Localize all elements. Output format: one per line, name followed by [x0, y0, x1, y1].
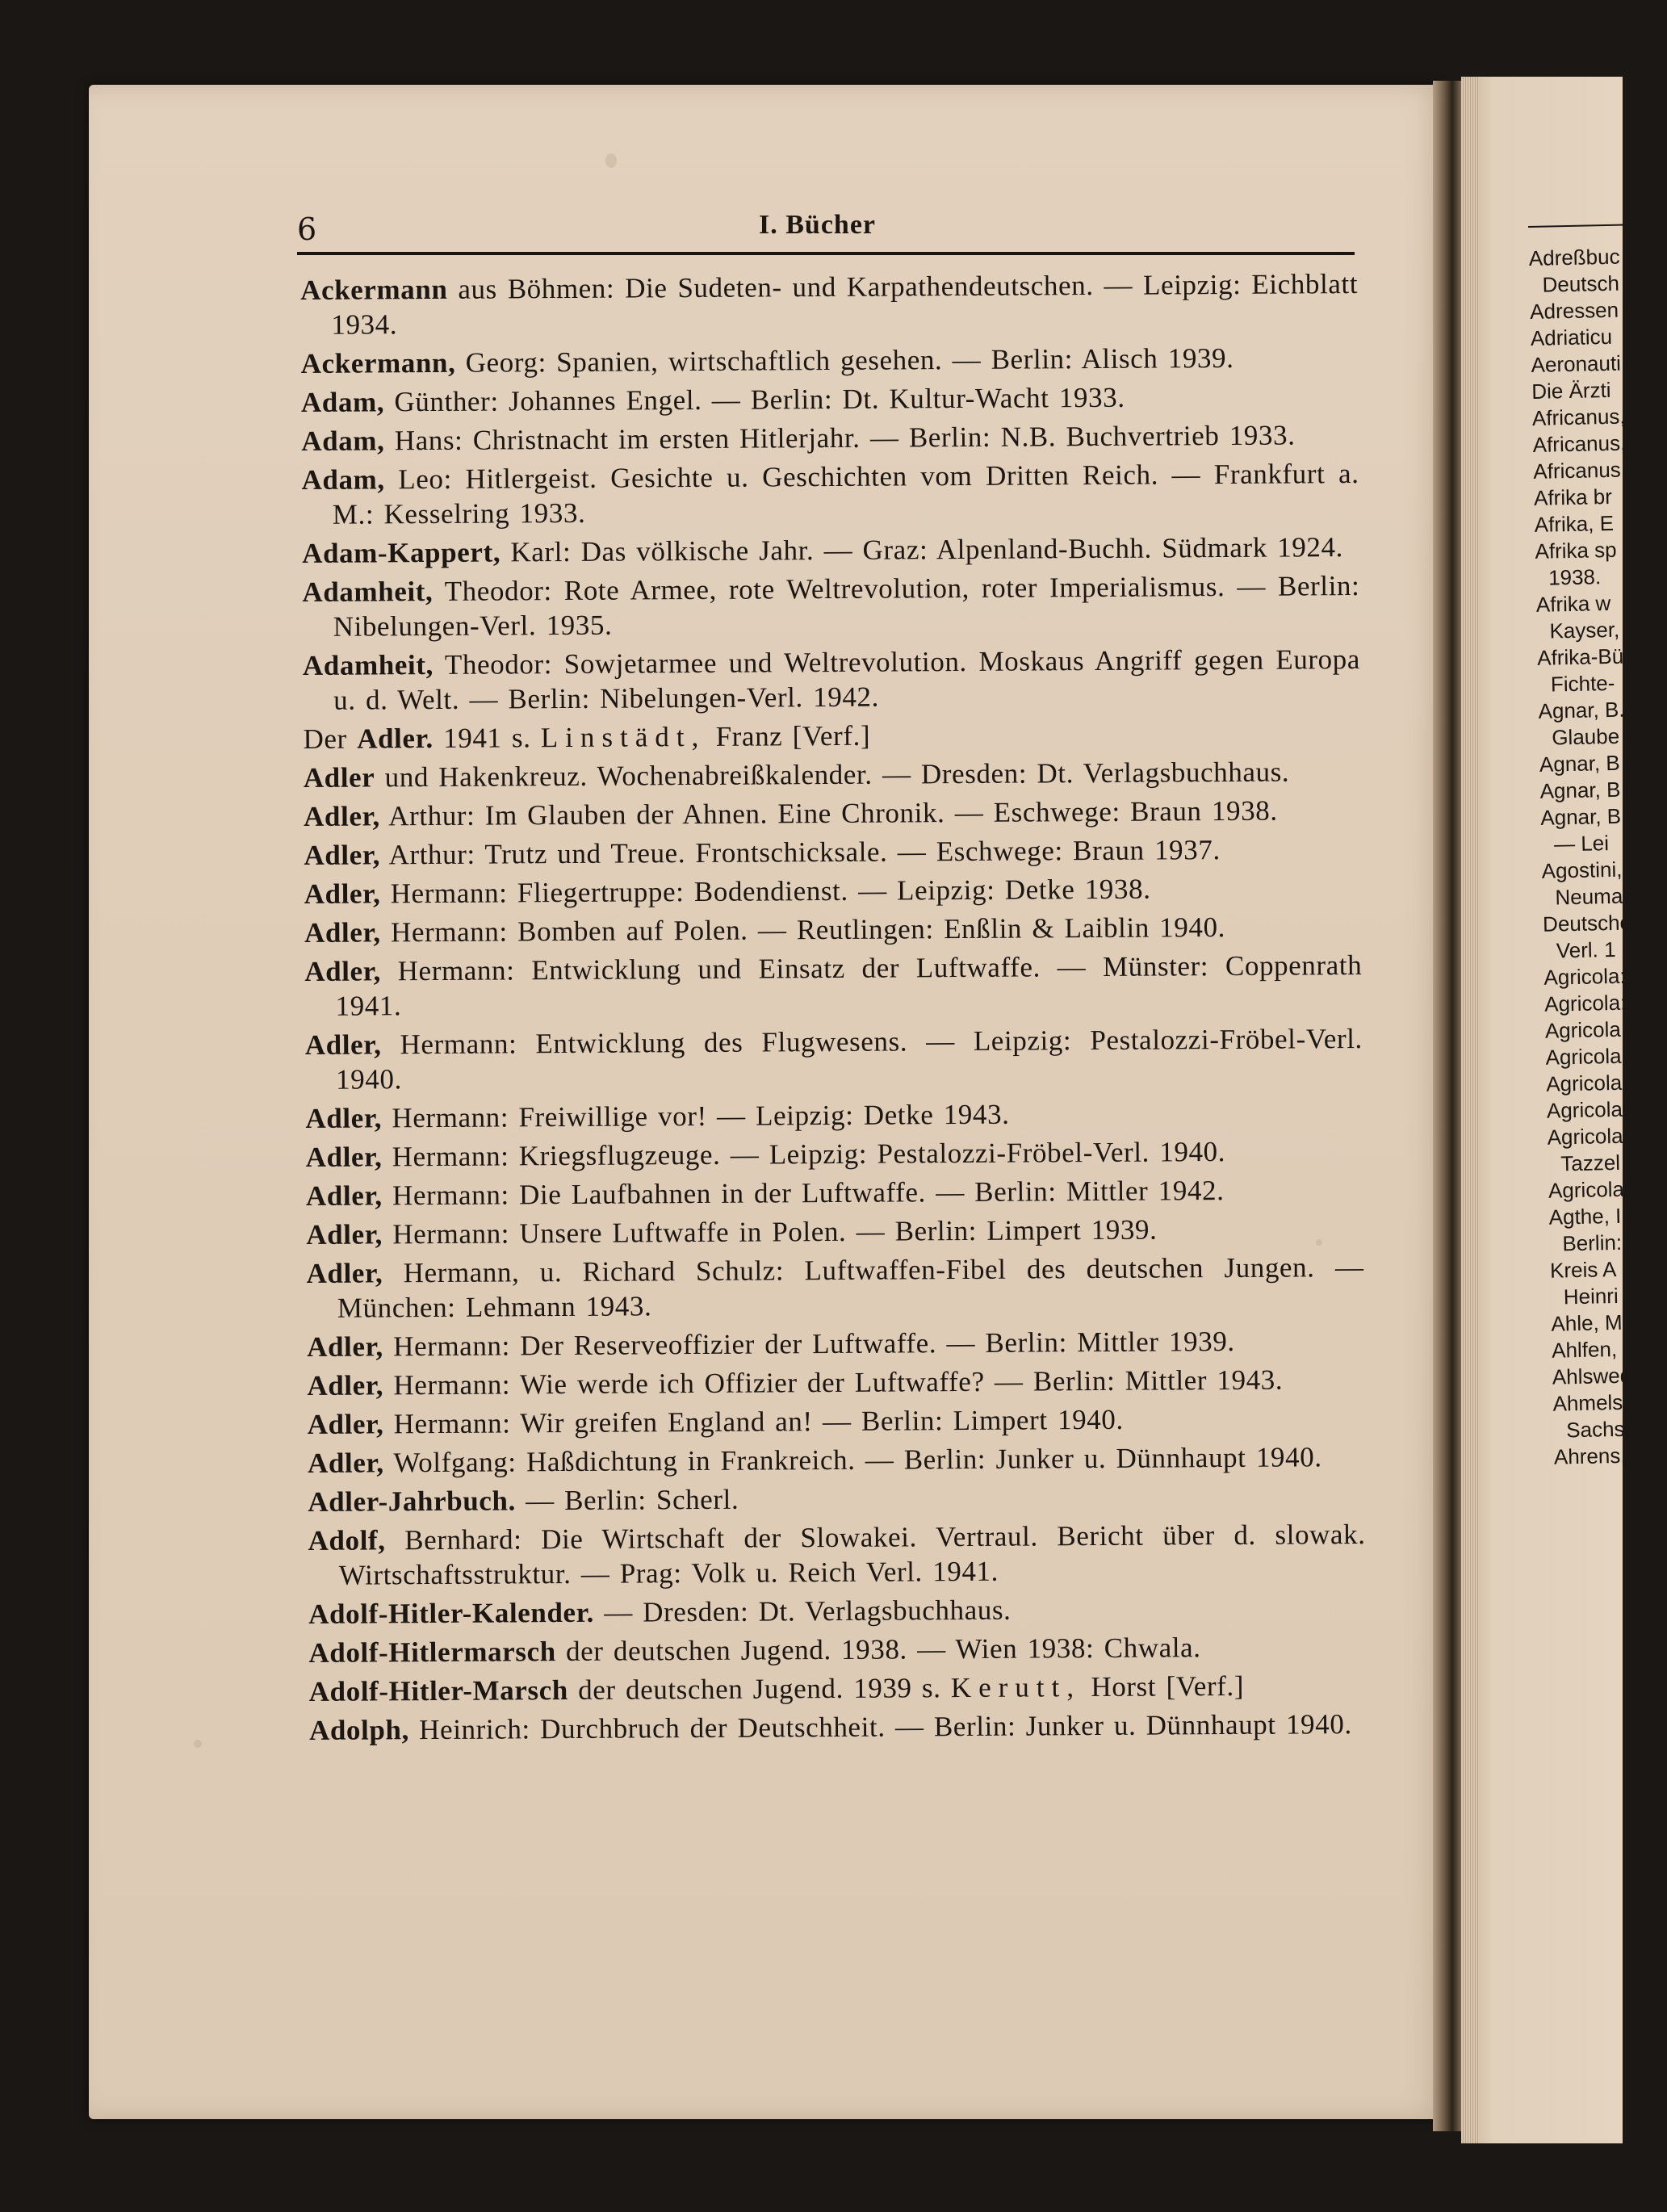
bibliography-entry — [308, 1478, 1365, 1519]
entry-prefix: Der — [303, 723, 358, 755]
bibliography-entry — [306, 1211, 1363, 1252]
right-page-entry: Adriaticu — [1530, 324, 1613, 350]
entry-suffix: Horst [Verf.] — [1080, 1669, 1245, 1703]
right-page-entry: Kayser, — [1549, 617, 1620, 643]
entry-heading: Adler-Jahrbuch. — [308, 1485, 516, 1518]
bibliography-entry — [306, 1250, 1364, 1326]
entry-text: Bernhard: Die Wirtschaft der Slowakei. Vertraul. Bericht über d. slowak. Wirtschaftsstruktur. — Prag: Volk u. Reich Verl. 1941. — [338, 1518, 1366, 1591]
entry-text: Theodor: Sowjetarmee und Weltrevolution. Moskaus Angriff gegen Europa u. d. Welt. — Berlin: Nibelungen-Verl. 1942. — [333, 643, 1361, 716]
bibliography-entry — [308, 1590, 1366, 1632]
bibliography-entry — [301, 456, 1359, 532]
right-page-entry: Africanus, — [1531, 404, 1626, 430]
entry-heading: Adam, — [300, 386, 385, 418]
bibliography-entry — [300, 266, 1359, 342]
bibliography-entry — [307, 1362, 1364, 1403]
page-edges — [1461, 77, 1479, 2143]
right-page-entry: Neuma — [1555, 883, 1623, 910]
bibliography-entry — [307, 1323, 1364, 1364]
entry-heading: Adler, — [304, 916, 381, 949]
bibliography-entry — [309, 1707, 1367, 1748]
right-page-entry: Afrika w — [1535, 590, 1611, 617]
entry-heading: Adam, — [301, 425, 385, 457]
entry-text: Hermann: Die Laufbahnen in der Luftwaffe. — Berlin: Mittler 1942. — [382, 1175, 1225, 1212]
entry-spaced-name: Linstädt, — [540, 720, 706, 754]
entry-heading: Adler, — [305, 1102, 383, 1134]
entry-text: Hermann: Freiwillige vor! — Leipzig: Detke 1943. — [381, 1098, 1010, 1134]
right-page-entry: Afrika, E — [1534, 510, 1615, 537]
entry-text: Hermann: Kriegsflugzeuge. — Leipzig: Pestalozzi-Fröbel-Verl. 1940. — [382, 1136, 1226, 1173]
right-page-entry: Ahmels, — [1552, 1389, 1629, 1416]
entry-heading: Adler, — [304, 955, 382, 987]
entry-heading: Adolf-Hitler-Kalender. — [308, 1596, 595, 1630]
right-page-entry: Sachse — [1565, 1416, 1637, 1443]
bibliography-entry — [304, 948, 1363, 1024]
entry-heading: Ackermann — [300, 273, 448, 306]
entry-heading: Adler, — [303, 800, 380, 832]
right-page-entry: Fichte- — [1550, 670, 1615, 697]
entry-text: Hans: Christnacht im ersten Hitlerjahr. — Berlin: N.B. Buchvertrieb 1933. — [384, 419, 1296, 457]
right-page-entry: Ahlfen, — [1551, 1337, 1618, 1363]
right-page-entry: Verl. 1 — [1556, 936, 1616, 963]
entry-heading: Adler, — [307, 1369, 384, 1401]
right-page-entry: Africanus, — [1533, 457, 1627, 484]
entry-text: Hermann: Wir greifen England an! — Berlin: Limpert 1940. — [383, 1403, 1124, 1440]
right-page-entry: Afrika br — [1533, 484, 1613, 510]
entry-text: Hermann: Fliegertruppe: Bodendienst. — Leipzig: Detke 1938. — [380, 873, 1151, 910]
bibliography-entry — [304, 754, 1361, 795]
entry-heading: Adolph, — [308, 1714, 410, 1746]
entry-text: Hermann: Bomben auf Polen. — Reutlingen: Enßlin & Laiblin 1940. — [380, 911, 1226, 949]
entry-text: Hermann: Entwicklung und Einsatz der Luftwaffe. — Münster: Coppenrath 1941. — [335, 949, 1363, 1022]
entry-heading: Adolf-Hitler-Marsch — [308, 1674, 568, 1707]
bibliography-entry — [301, 340, 1359, 381]
right-page-entry: Deutsch — [1542, 270, 1620, 297]
entry-heading: Adam-Kappert, — [302, 536, 501, 569]
entry-heading: Adamheit, — [302, 576, 434, 608]
bibliography-entry — [305, 1095, 1363, 1136]
entry-heading: Adler, — [305, 1179, 383, 1212]
right-page-entry: Heinri — [1563, 1283, 1619, 1309]
right-page-entry: Agricola: — [1545, 1043, 1628, 1070]
entry-heading: Adler, — [306, 1257, 383, 1289]
bibliography-entry — [304, 793, 1361, 834]
entry-text: und Hakenkreuz. Wochenabreißkalender. — Dresden: Dt. Verlagsbuchhaus. — [375, 756, 1290, 794]
right-page-entry: Aeronauti — [1531, 350, 1622, 377]
entry-text: Hermann, u. Richard Schulz: Luftwaffen-Fibel des deutschen Jungen. — München: Lehmann 1943. — [337, 1251, 1364, 1324]
right-page-entry: Adressen — [1529, 297, 1619, 324]
right-page-entry: Afrika sp — [1535, 537, 1617, 563]
entry-heading: Adler, — [307, 1408, 384, 1440]
right-page-entry: — Lei — [1553, 831, 1610, 857]
entry-heading: Adler, — [304, 878, 381, 910]
entry-text: Hermann: Wie werde ich Offizier der Luftwaffe? — Berlin: Mittler 1943. — [383, 1364, 1284, 1401]
entry-text: aus Böhmen: Die Sudeten- und Karpathendeutschen. — Leipzig: Eichblatt 1934. — [331, 267, 1359, 341]
bibliography-entry — [305, 1021, 1363, 1097]
bibliography-list — [300, 266, 1367, 1752]
right-page-entry: Die Ärzti — [1531, 377, 1611, 404]
entry-text: Günther: Johannes Engel. — Berlin: Dt. Kultur-Wacht 1933. — [384, 381, 1125, 418]
entry-heading: Adler, — [307, 1330, 383, 1363]
entry-text: Karl: Das völkische Jahr. — Graz: Alpenland-Buchh. Südmark 1924. — [500, 531, 1344, 568]
right-page-entry: Agricola: — [1543, 963, 1626, 990]
bibliography-entry — [308, 1629, 1366, 1670]
right-page-entry: Africanus, — [1532, 430, 1627, 457]
entry-heading: Adamheit, — [302, 649, 434, 681]
right-page-entry: Agricola, — [1547, 1123, 1630, 1150]
bibliography-entry — [303, 642, 1361, 718]
right-page-entry: Agthe, I — [1548, 1203, 1622, 1230]
right-page-entry: Agnar, B — [1539, 777, 1621, 803]
entry-heading: Adler. — [357, 723, 434, 755]
right-page-entry: Agricola. — [1548, 1176, 1631, 1203]
right-page-entry: Agnar, B — [1539, 750, 1620, 777]
bibliography-entry — [304, 832, 1361, 873]
entry-text: Georg: Spanien, wirtschaftlich gesehen. — Berlin: Alisch 1939. — [455, 341, 1234, 379]
entry-heading: Adler, — [306, 1218, 383, 1251]
entry-heading: Adler, — [304, 839, 381, 871]
right-page-entry: 1938. — [1548, 564, 1602, 590]
entry-text: Heinrich: Durchbruch der Deutschheit. — Berlin: Junker u. Dünnhaupt 1940. — [408, 1708, 1352, 1746]
page-header — [297, 210, 1355, 258]
entry-text: — Dresden: Dt. Verlagsbuchhaus. — [593, 1594, 1012, 1628]
ink-speck — [605, 153, 617, 168]
bibliography-entry — [306, 1133, 1363, 1175]
bibliography-entry — [308, 1439, 1365, 1481]
right-page-entry: Agostini, — [1541, 857, 1623, 883]
entry-text: der deutschen Jugend. 1939 s. — [568, 1672, 951, 1707]
bibliography-entry — [301, 379, 1359, 420]
paper-speck — [194, 1740, 202, 1748]
right-page-entry: Deutsche — [1542, 910, 1632, 936]
right-page-entry: Agricola: — [1546, 1096, 1629, 1123]
right-page-entry: Agricola: — [1544, 1016, 1627, 1043]
entry-heading: Adler, — [305, 1141, 383, 1173]
entry-text: Hermann: Unsere Luftwaffe in Polen. — Berlin: Limpert 1939. — [382, 1213, 1158, 1251]
right-page-entry: Tazzel — [1560, 1150, 1621, 1176]
entry-spaced-name: Kerutt, — [950, 1671, 1082, 1704]
entry-text: Hermann: Entwicklung des Flugwesens. — Leipzig: Pestalozzi-Fröbel-Verl. 1940. — [335, 1022, 1363, 1096]
entry-text: 1941 s. — [433, 722, 541, 755]
bibliography-entry — [301, 417, 1359, 459]
entry-text: Leo: Hitlergeist. Gesichte u. Geschichten vom Dritten Reich. — Frankfurt a. M.: Kesselring 1933. — [332, 457, 1359, 530]
right-page-entry: Agricola: — [1543, 990, 1627, 1016]
bibliography-entry — [308, 1517, 1366, 1593]
entry-text: Arthur: Im Glauben der Ahnen. Eine Chronik. — Eschwege: Braun 1938. — [379, 794, 1278, 832]
page-number: 6 — [297, 212, 317, 247]
book-gutter — [1433, 81, 1465, 2131]
right-page-entry: Ahrens, — [1553, 1443, 1627, 1469]
entry-text: Theodor: Rote Armee, rote Weltrevolution, roter Imperialismus. — Berlin: Nibelungen-Verl. 1935. — [333, 569, 1360, 643]
right-page-entry: Ahlswed — [1552, 1363, 1632, 1389]
running-head: I. Bücher — [759, 210, 876, 240]
right-page-entry: Agnar, B — [1540, 803, 1622, 830]
entry-text: Arthur: Trutz und Treue. Frontschicksale. — Eschwege: Braun 1937. — [379, 834, 1221, 871]
right-page-entry: Berlin: — [1562, 1230, 1623, 1256]
entry-heading: Ackermann, — [300, 346, 456, 379]
entry-heading: Adolf, — [308, 1524, 386, 1556]
entry-heading: Adler, — [307, 1447, 384, 1479]
right-page-entry: Afrika-Bü — [1536, 643, 1624, 670]
entry-heading: Adam, — [301, 463, 385, 496]
right-page-entry: Adreßbuc — [1528, 244, 1620, 270]
entry-text: Wolfgang: Haßdichtung in Frankreich. — Berlin: Junker u. Dünnhaupt 1940. — [383, 1441, 1322, 1479]
entry-heading: Adler, — [304, 1028, 382, 1061]
bibliography-entry — [304, 909, 1362, 950]
bibliography-entry — [309, 1668, 1367, 1709]
bibliography-entry — [302, 568, 1360, 644]
entry-text: Hermann: Der Reserveoffizier der Luftwaffe. — Berlin: Mittler 1939. — [383, 1325, 1235, 1363]
entry-text: der deutschen Jugend. 1938. — Wien 1938: Chwala. — [555, 1632, 1201, 1668]
bibliography-entry — [302, 530, 1359, 571]
entry-heading: Adolf-Hitlermarsch — [308, 1636, 556, 1669]
bibliography-entry — [306, 1172, 1363, 1213]
entry-text: — Berlin: Scherl. — [515, 1483, 739, 1517]
entry-suffix: Franz [Verf.] — [706, 719, 871, 752]
right-page-entry: Agnar, B. — [1538, 697, 1625, 723]
bibliography-entry — [304, 870, 1362, 911]
bibliography-entry — [303, 715, 1360, 756]
header-rule — [297, 252, 1355, 255]
right-page-entry: Ahle, M — [1551, 1309, 1623, 1336]
right-page-entry: Agricola: — [1545, 1070, 1628, 1096]
right-page-entry: Kreis A — [1549, 1256, 1617, 1283]
bibliography-entry — [308, 1401, 1365, 1442]
entry-heading: Adler — [303, 761, 375, 794]
right-page-entry: Glaube — [1551, 723, 1620, 750]
